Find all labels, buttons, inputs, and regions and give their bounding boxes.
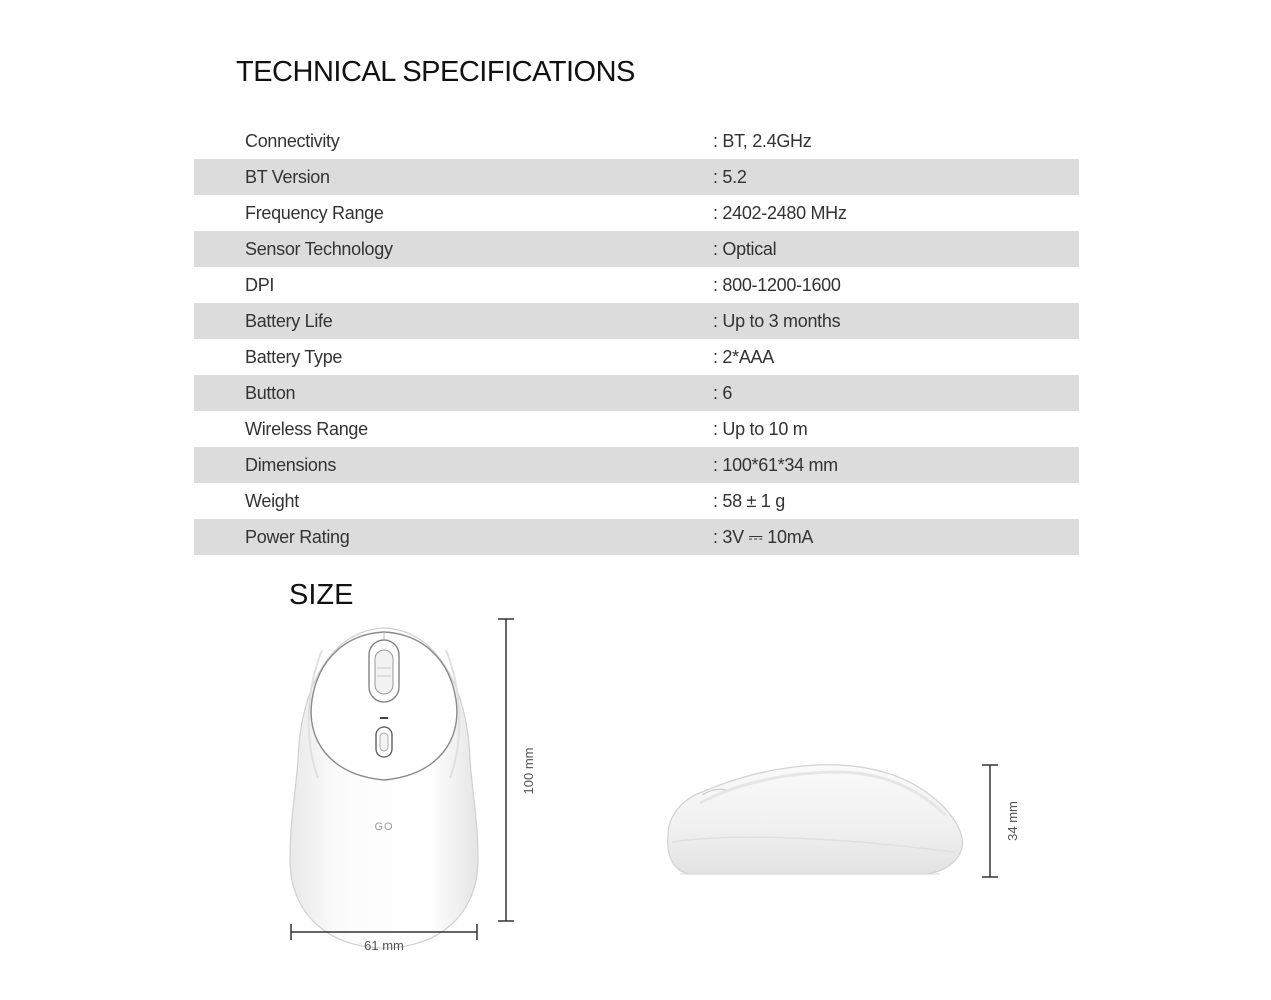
spec-label: Dimensions xyxy=(245,455,337,475)
spec-label: BT Version xyxy=(245,167,330,187)
size-heading: SIZE xyxy=(289,579,354,611)
spec-value: : 2*AAA xyxy=(713,347,774,367)
spec-value: : 800-1200-1600 xyxy=(713,275,841,295)
spec-label: Button xyxy=(245,383,296,403)
brand-logo: GO xyxy=(374,821,394,833)
spec-label: Battery Life xyxy=(245,311,333,331)
spec-value: : 58 ± 1 g xyxy=(713,491,785,511)
spec-label: Sensor Technology xyxy=(245,239,393,259)
spec-value: : 5.2 xyxy=(713,167,747,187)
mouse-side-view xyxy=(668,765,963,874)
mouse-top-view xyxy=(290,628,478,948)
spec-value: : 6 xyxy=(713,383,733,403)
length-label: 100 mm xyxy=(521,747,536,795)
spec-label: Connectivity xyxy=(245,131,340,151)
spec-label: Frequency Range xyxy=(245,203,384,223)
spec-value: : BT, 2.4GHz xyxy=(713,131,812,151)
spec-value: : 3V ⎓ 10mA xyxy=(713,527,814,547)
spec-value: : 2402-2480 MHz xyxy=(713,203,847,223)
width-label: 61 mm xyxy=(364,938,404,953)
spec-value: : Up to 10 m xyxy=(713,419,808,439)
spec-label: Power Rating xyxy=(245,527,350,547)
spec-label: DPI xyxy=(245,275,275,295)
spec-label: Wireless Range xyxy=(245,419,368,439)
length-dimension xyxy=(498,619,536,921)
spec-value: : Optical xyxy=(713,239,777,259)
spec-value: : 100*61*34 mm xyxy=(713,455,838,475)
spec-label: Battery Type xyxy=(245,347,343,367)
page-title: TECHNICAL SPECIFICATIONS xyxy=(236,56,635,88)
height-dimension xyxy=(982,765,1020,877)
spec-label: Weight xyxy=(245,491,299,511)
spec-value: : Up to 3 months xyxy=(713,311,841,331)
height-label: 34 mm xyxy=(1005,801,1020,841)
